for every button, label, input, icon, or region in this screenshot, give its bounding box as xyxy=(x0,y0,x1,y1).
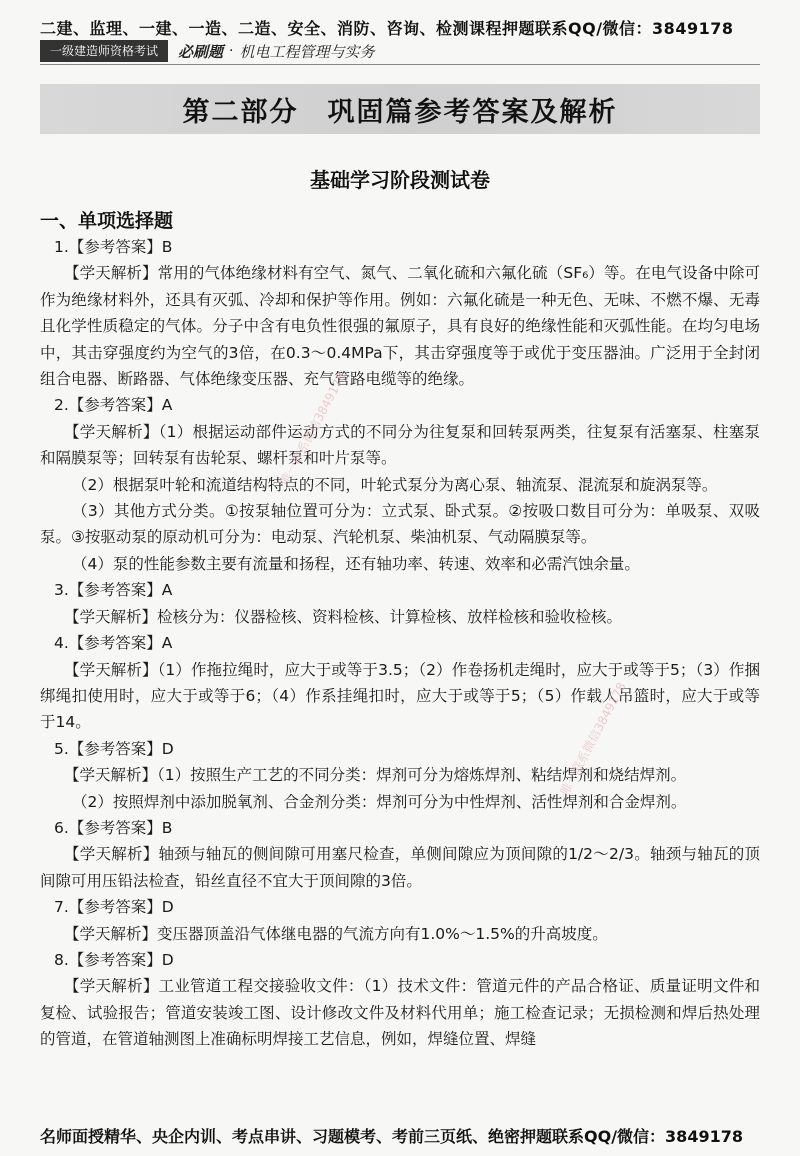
header-divider xyxy=(40,64,760,65)
section-title: 一、单项选择题 xyxy=(40,210,174,232)
answer-line: 8.【参考答案】D xyxy=(54,950,174,969)
answer-line: 4.【参考答案】A xyxy=(54,634,173,653)
analysis-paragraph: （2）根据泵叶轮和流道结构特点的不同，叶轮式泵分为离心泵、轴流泵、混流泵和旋涡泵等。 xyxy=(72,475,718,494)
watermark-text: 唯一联系微信3849178 xyxy=(277,370,349,488)
header-dot: · xyxy=(229,43,234,59)
series-label: 一级建造师资格考试 xyxy=(40,40,168,62)
answer-line: 3.【参考答案】A xyxy=(54,581,173,600)
answer-line: 1.【参考答案】B xyxy=(54,238,173,256)
analysis-paragraph: 【学天解析】（1）作拖拉绳时，应大于或等于3.5；（2）作卷扬机走绳时，应大于或等于5；（3）作捆绑绳扣使用时，应大于或等于6；（4）作系挂绳扣时，应大于或等于5；（5）作载人吊篮时，应大于或等于14。 xyxy=(40,660,760,732)
analysis-paragraph: 【学天解析】（1）根据运动部件运动方式的不同分为往复泵和回转泵两类，往复泵有活塞泵、柱塞泵和隔膜泵等；回转泵有齿轮泵、螺杆泵和叶片泵等。 xyxy=(40,422,760,468)
answer-line: 6.【参考答案】B xyxy=(54,818,173,837)
answer-line: 5.【参考答案】D xyxy=(54,739,174,758)
promo-bottom-banner: 名师面授精华、央企内训、考点串讲、习题模考、考前三页纸、绝密押题联系QQ/微信：3849178 xyxy=(40,1127,743,1146)
answer-content xyxy=(40,234,760,1053)
answer-line: 7.【参考答案】D xyxy=(54,898,174,917)
analysis-paragraph: （3）其他方式分类。①按泵轴位置可分为：立式泵、卧式泵。②按吸口数目可分为：单吸泵、双吸泵。③按驱动泵的原动机可分为：电动泵、汽轮机泵、柴油机泵、气动隔膜泵等。 xyxy=(40,502,760,547)
analysis-paragraph: 【学天解析】（1）按照生产工艺的不同分类：焊剂可分为熔炼焊剂、粘结焊剂和烧结焊剂。 xyxy=(64,766,687,785)
watermark-text: 唯一联系微信3849178 xyxy=(557,680,629,798)
running-header xyxy=(40,40,760,62)
book-subject: 机电工程管理与实务 xyxy=(239,42,375,61)
promo-top-banner: 二建、监理、一建、一造、二造、安全、消防、咨询、检测课程押题联系QQ/微信：3849178 xyxy=(40,19,734,38)
analysis-paragraph: （4）泵的性能参数主要有流量和扬程，还有轴功率、转速、效率和必需汽蚀余量。 xyxy=(72,554,640,573)
answer-line: 2.【参考答案】A xyxy=(54,396,173,415)
analysis-paragraph: 【学天解析】常用的气体绝缘材料有空气、氮气、二氧化硫和六氟化硫（SF₆）等。在电气设备中除可作为绝缘材料外，还具有灭弧、冷却和保护等作用。例如：六氟化硫是一种无色、无味、不燃不爆、无毒且化学性质稳定的气体。分子中含有电负性很强的氟原子，具有良好的绝缘性能和灭弧性能。在均匀电场中，其击穿强度约为空气的3倍，在0.3～0.4MPa下，其击穿强度等于或优于变压器油。广泛用于全封闭组合电器、断路器、气体绝缘变压器、充气管路电缆等的绝缘。 xyxy=(40,264,760,389)
analysis-paragraph: 【学天解析】轴颈与轴瓦的侧间隙可用塞尺检查，单侧间隙应为顶间隙的1/2～2/3。轴颈与轴瓦的顶间隙可用压铅法检查，铅丝直径不宜大于顶间隙的3倍。 xyxy=(40,845,760,890)
analysis-paragraph: 【学天解析】工业管道工程交接验收文件：（1）技术文件：管道元件的产品合格证、质量证明文件和复检、试验报告；管道安装竣工图、设计修改文件及材料代用单；施工检查记录；无损检测和焊后热处理的管道，在管道轴测图上准确标明焊接工艺信息，例如，焊缝位置、焊缝 xyxy=(40,977,760,1049)
analysis-paragraph: （2）按照焊剂中添加脱氧剂、合金剂分类：焊剂可分为中性焊剂、活性焊剂和合金焊剂。 xyxy=(72,792,687,811)
analysis-paragraph: 【学天解析】变压器顶盖沿气体继电器的气流方向有1.0%～1.5%的升高坡度。 xyxy=(64,924,608,943)
part-title: 第二部分 巩固篇参考答案及解析 xyxy=(182,96,618,128)
book-title: 必刷题 xyxy=(178,42,224,61)
exam-title: 基础学习阶段测试卷 xyxy=(310,168,490,192)
part-banner xyxy=(40,84,760,134)
analysis-paragraph: 【学天解析】检核分为：仪器检核、资料检核、计算检核、放样检核和验收检核。 xyxy=(64,607,623,626)
